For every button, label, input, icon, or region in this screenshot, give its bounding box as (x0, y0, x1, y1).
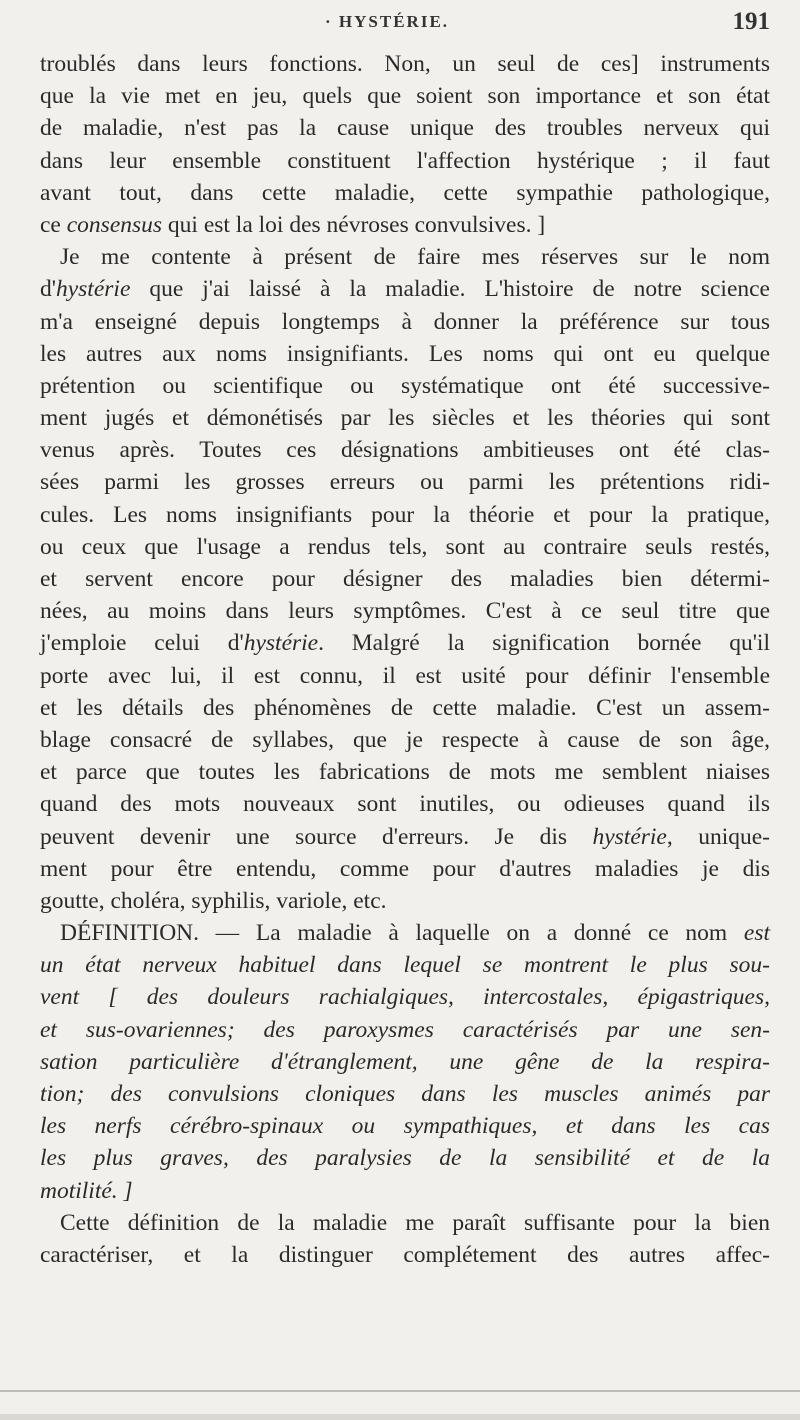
text-line: porte avec lui, il est connu, il est usité pour définir l'ensemble (40, 662, 770, 689)
text-line: motilité. ] (40, 1177, 133, 1204)
text-line: venus après. Toutes ces désignations ambitieuses ont été clas- (40, 437, 770, 464)
body-text (40, 48, 770, 1271)
text-line: Cette définition de la maladie me paraît suffisante pour la bien (60, 1209, 770, 1236)
text-line: cules. Les noms insignifiants pour la théorie et pour la pratique, (40, 501, 770, 528)
page-number: 191 (732, 8, 770, 35)
text-line: goutte, choléra, syphilis, variole, etc. (40, 887, 387, 914)
text-line: ment jugés et démonétisés par les siècles et les théories qui sont (40, 405, 770, 432)
text-line: tion; des convulsions cloniques dans les muscles animés par (40, 1081, 770, 1107)
text-line: de maladie, n'est pas la cause unique des troubles nerveux qui (40, 115, 770, 142)
page-edge (0, 1390, 800, 1392)
text-line: que la vie met en jeu, quels que soient son importance et son état (40, 83, 770, 110)
text-line: et sus-ovariennes; des paroxysmes caractérisés par une sen- (40, 1016, 770, 1043)
text-line: troublés dans leurs fonctions. Non, un seul de ces] instruments (40, 51, 770, 77)
text-line: m'a enseigné depuis longtemps à donner la préférence sur tous (40, 308, 770, 335)
scan-edge (0, 1414, 800, 1420)
text-line: blage consacré de syllabes, que je respecte à cause de son âge, (40, 726, 770, 753)
text-line: quand des mots nouveaux sont inutiles, ou odieuses quand ils (40, 791, 770, 818)
text-line: les nerfs cérébro-spinaux ou sympathiques, et dans les cas (40, 1113, 770, 1140)
text-line: prétention ou scientifique ou systématique ont été successive- (40, 372, 770, 399)
text-line: dans leur ensemble constituent l'affection hystérique ; il faut (40, 147, 770, 174)
text-line: sées parmi les grosses erreurs ou parmi les prétentions ridi- (40, 469, 770, 496)
running-head: · HYSTÉRIE. (325, 12, 449, 32)
text-line: et les détails des phénomènes de cette maladie. C'est un assem- (40, 694, 770, 721)
page-header (40, 8, 770, 42)
text-line: Je me contente à présent de faire mes réserves sur le nom (60, 244, 770, 271)
text-line: un état nerveux habituel dans lequel se montrent le plus sou- (40, 952, 770, 979)
text-line: vent [ des douleurs rachialgiques, intercostales, épigastriques, (40, 984, 770, 1011)
text-line: les autres aux noms insignifiants. Les noms qui ont eu quelque (40, 340, 770, 367)
text-line: DÉFINITION. — La maladie à laquelle on a donné ce nom est (60, 920, 770, 947)
text-line: caractériser, et la distinguer complétement des autres affec- (40, 1241, 770, 1268)
text-line: avant tout, dans cette maladie, cette sympathie pathologique, (40, 179, 770, 206)
text-line: d'hystérie que j'ai laissé à la maladie. L'histoire de notre science (40, 276, 770, 303)
text-line: ce consensus qui est la loi des névroses convulsives. ] (40, 211, 546, 238)
text-line: et parce que toutes les fabrications de mots me semblent niaises (40, 759, 770, 786)
text-line: et servent encore pour désigner des maladies bien détermi- (40, 566, 770, 592)
text-line: les plus graves, des paralysies de la sensibilité et de la (40, 1145, 770, 1172)
text-line: ou ceux que l'usage a rendus tels, sont au contraire seuls restés, (40, 533, 770, 560)
text-line: nées, au moins dans leurs symptômes. C'est à ce seul titre que (40, 598, 770, 625)
text-line: peuvent devenir une source d'erreurs. Je dis hystérie, unique- (40, 823, 770, 850)
text-line: sation particulière d'étranglement, une gêne de la respira- (40, 1048, 770, 1075)
text-line: ment pour être entendu, comme pour d'autres maladies je dis (40, 855, 770, 882)
text-line: j'emploie celui d'hystérie. Malgré la signification bornée qu'il (40, 630, 770, 657)
